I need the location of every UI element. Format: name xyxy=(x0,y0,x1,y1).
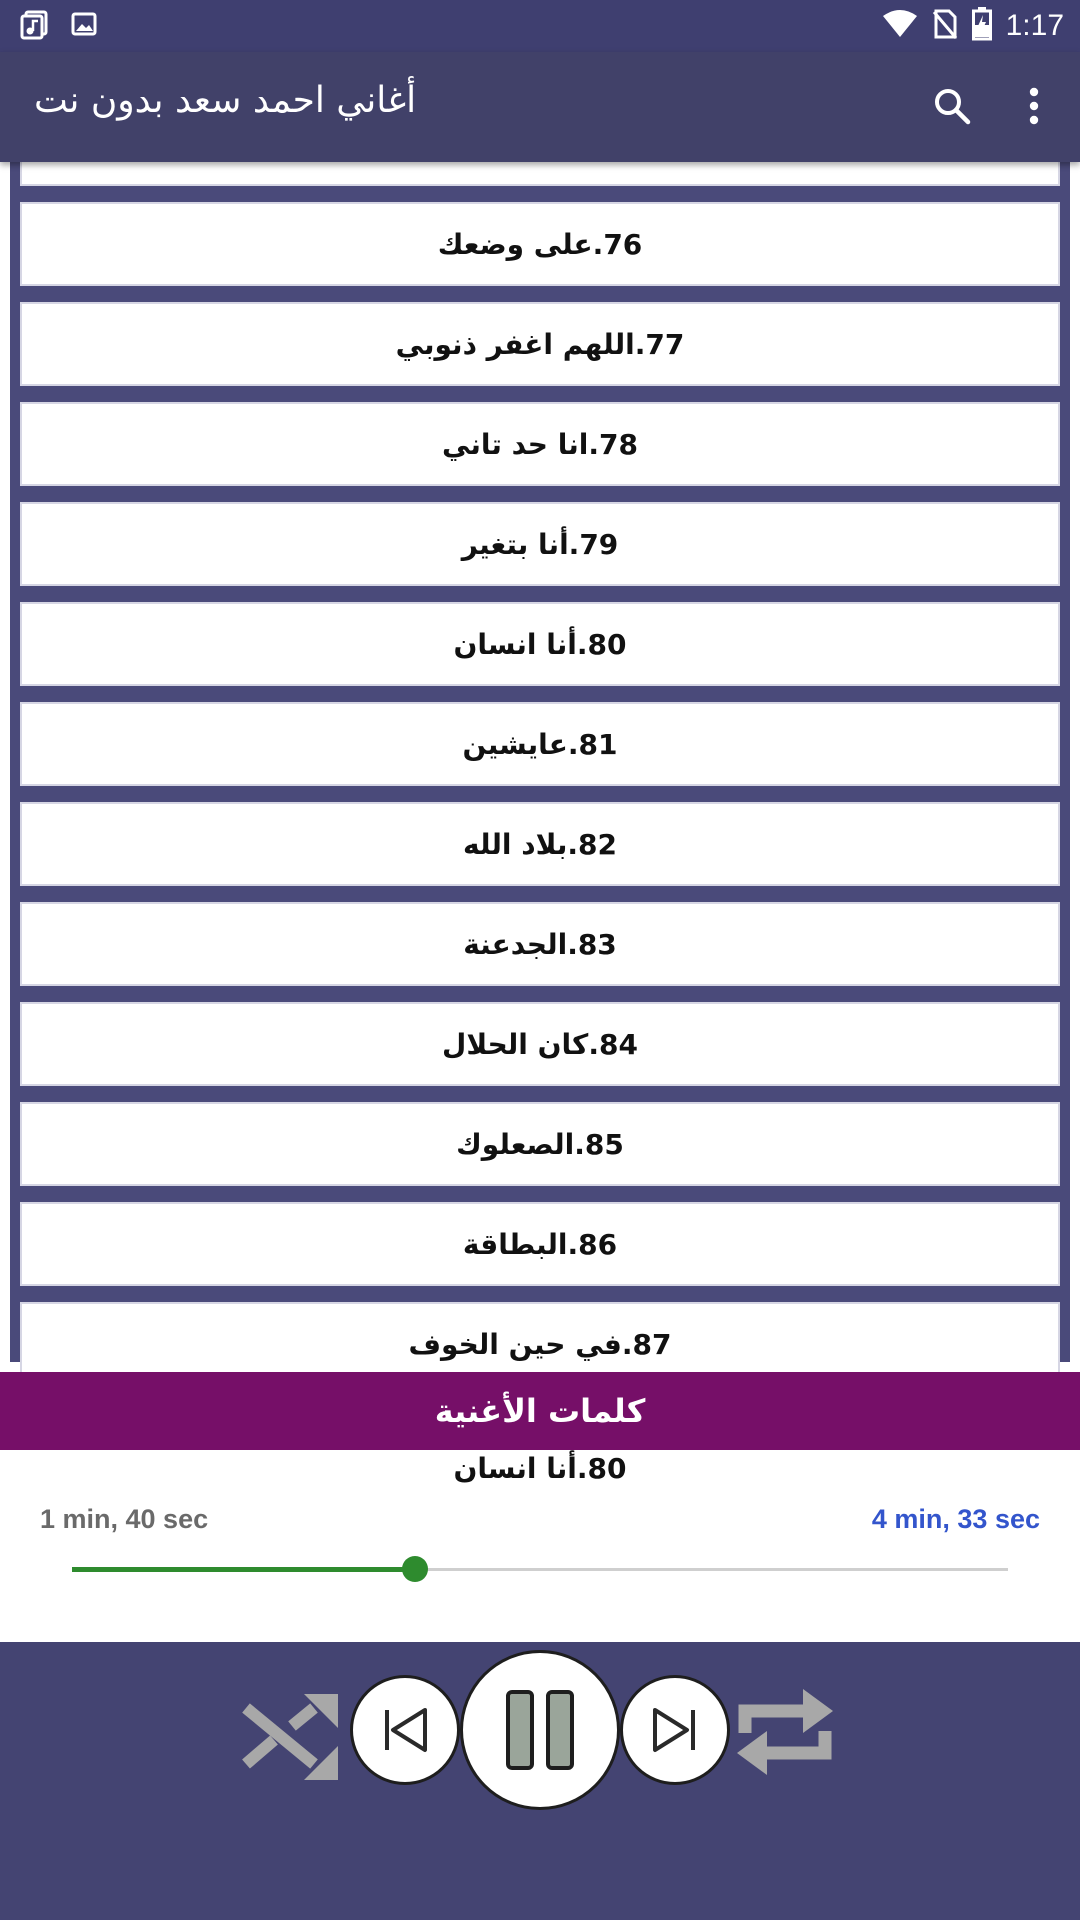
player-controls xyxy=(0,1642,1080,1920)
song-list-item[interactable] xyxy=(20,402,1060,486)
song-title: 78.انا حد تاني xyxy=(442,427,638,461)
music-notification-icon xyxy=(20,10,48,44)
song-list-item[interactable] xyxy=(20,202,1060,286)
song-list-item[interactable] xyxy=(20,502,1060,586)
song-title: 76.على وضعك xyxy=(437,227,643,261)
song-title: 85.الصعلوك xyxy=(456,1127,624,1161)
seek-bar[interactable] xyxy=(72,1568,1008,1571)
search-icon xyxy=(932,86,972,126)
song-list-track xyxy=(10,102,1070,1402)
song-title: 80.أنا انسان xyxy=(453,627,627,661)
song-list-item[interactable] xyxy=(20,1202,1060,1286)
song-list-item[interactable] xyxy=(20,702,1060,786)
battery-charging-icon xyxy=(972,7,992,45)
shuffle-button[interactable] xyxy=(240,1692,340,1782)
seek-progress xyxy=(72,1567,415,1572)
previous-button[interactable] xyxy=(350,1675,460,1785)
song-list-item[interactable] xyxy=(20,1102,1060,1186)
elapsed-time: 1 min, 40 sec xyxy=(40,1504,209,1534)
song-title: 84.كان الحلال xyxy=(442,1027,638,1061)
status-bar xyxy=(0,0,1080,52)
shuffle-icon xyxy=(240,1694,340,1780)
song-title: 83.الجدعنة xyxy=(463,927,617,961)
status-time: 1:17 xyxy=(1005,9,1064,42)
song-list-item[interactable] xyxy=(20,802,1060,886)
pause-button[interactable] xyxy=(460,1650,620,1810)
next-icon xyxy=(649,1704,701,1756)
song-list[interactable] xyxy=(10,162,1070,1362)
next-button[interactable] xyxy=(620,1675,730,1785)
total-duration: 4 min, 33 sec xyxy=(871,1504,1040,1534)
song-list-item[interactable] xyxy=(20,902,1060,986)
search-button[interactable] xyxy=(928,82,976,130)
app-bar xyxy=(0,52,1080,162)
song-title: 77.اللهم اغفر ذنوبي xyxy=(395,327,685,361)
now-playing-title: 80.أنا انسان xyxy=(453,1452,627,1485)
song-title: 81.عايشين xyxy=(462,727,618,761)
song-list-item[interactable] xyxy=(20,302,1060,386)
song-title: 82.بلاد الله xyxy=(462,827,618,861)
wifi-icon xyxy=(882,9,918,43)
previous-icon xyxy=(379,1704,431,1756)
lyrics-button[interactable]: كلمات الأغنية xyxy=(0,1372,1080,1450)
repeat-button[interactable] xyxy=(730,1682,840,1782)
song-title: 87.في حين الخوف xyxy=(408,1327,672,1361)
song-title: 86.البطاقة xyxy=(462,1227,618,1261)
more-vert-icon xyxy=(1028,87,1040,125)
seek-thumb[interactable] xyxy=(402,1556,428,1582)
pause-icon xyxy=(504,1688,576,1772)
song-title: 79.أنا بتغير xyxy=(461,527,619,561)
song-list-item[interactable] xyxy=(20,602,1060,686)
more-options-button[interactable] xyxy=(1010,82,1058,130)
repeat-icon xyxy=(733,1683,837,1781)
no-sim-icon xyxy=(932,8,958,44)
page-title: أغاني احمد سعد بدون نت xyxy=(34,80,417,121)
image-notification-icon xyxy=(70,10,98,44)
song-list-item[interactable] xyxy=(20,1002,1060,1086)
